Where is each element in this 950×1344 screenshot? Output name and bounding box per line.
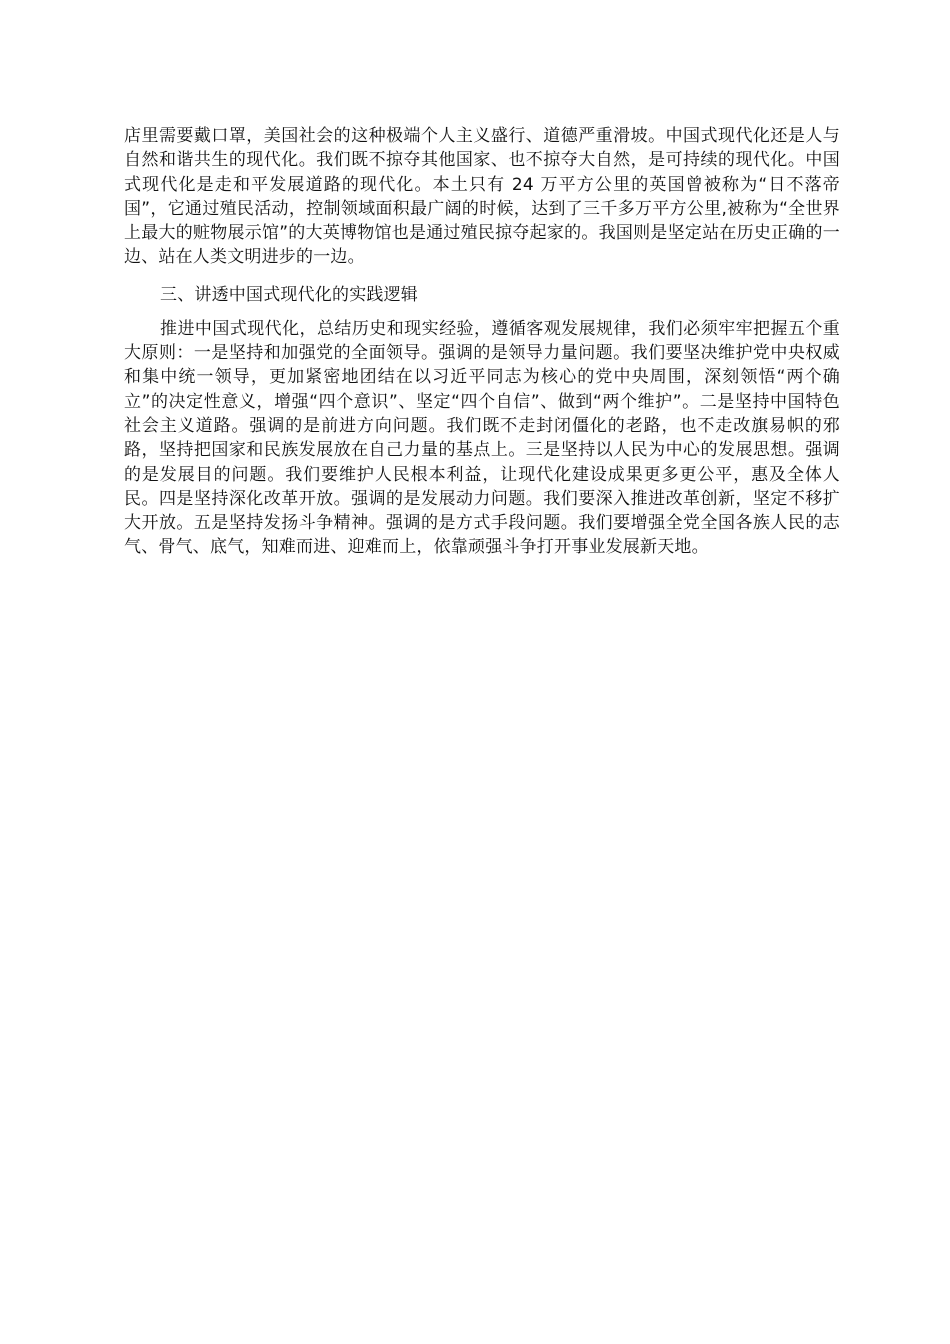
body-paragraph-1: 店里需要戴口罩，美国社会的这种极端个人主义盛行、道德严重滑坡。中国式现代化还是人与自然和谐共生的现代化。我们既不掠夺其他国家、也不掠夺大自然，是可持续的现代化。中国式现代化是走和平发展道路的现代化。本土只有 24 万平方公里的英国曾被称为“日不落帝国”，它通过殖民活动，控制领域面积最广阔的时候，达到了三千多万平方公里,被称为“全世界上最大的赃物展示馆”的大英博物馆也是通过殖民掠夺起家的。我国则是坚定站在历史正确的一边、站在人类文明进步的一边。: [124, 126, 840, 268]
body-paragraph-2: 推进中国式现代化，总结历史和现实经验，遵循客观发展规律，我们必须牢牢把握五个重大原则：一是坚持和加强党的全面领导。强调的是领导力量问题。我们要坚决维护党中央权威和集中统一领导，更加紧密地团结在以习近平同志为核心的党中央周围，深刻领悟“两个确立”的决定性意义，增强“四个意识”、坚定“四个自信”、做到“两个维护”。二是坚持中国特色社会主义道路。强调的是前进方向问题。我们既不走封闭僵化的老路，也不走改旗易帜的邪路，坚持把国家和民族发展放在自己力量的基点上。三是坚持以人民为中心的发展思想。强调的是发展目的问题。我们要维护人民根本利益，让现代化建设成果更多更公平，惠及全体人民。四是坚持深化改革开放。强调的是发展动力问题。我们要深入推进改革创新，坚定不移扩大开放。五是坚持发扬斗争精神。强调的是方式手段问题。我们要增强全党全国各族人民的志气、骨气、底气，知难而进、迎难而上，依靠顽强斗争打开事业发展新天地。: [124, 318, 840, 558]
document-body: [124, 124, 840, 560]
section-heading: 三、讲透中国式现代化的实践逻辑: [160, 284, 418, 305]
